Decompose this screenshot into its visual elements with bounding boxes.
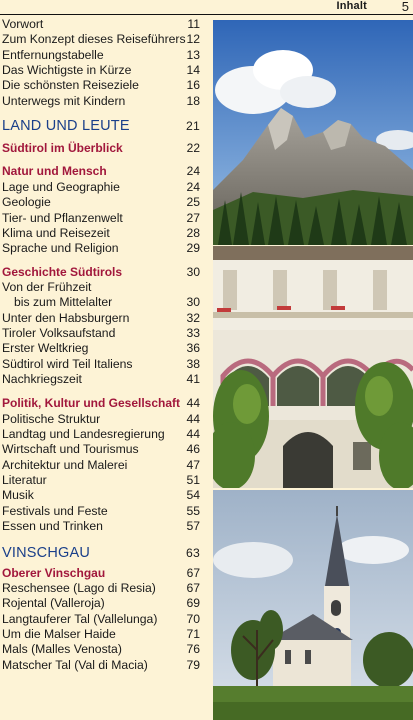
running-header-section: Inhalt (336, 0, 367, 12)
toc-entry-page: 13 (186, 47, 200, 62)
toc-entry-title: Matscher Tal (Val di Macia) (2, 657, 148, 672)
toc-entry (2, 642, 204, 657)
photo-column (213, 20, 413, 720)
toc-entry-title: Wirtschaft und Tourismus (2, 442, 139, 457)
toc-entry (2, 295, 204, 310)
toc-entry-title: Zum Konzept dieses Reiseführers (2, 32, 186, 47)
toc-entry (2, 141, 204, 156)
toc-entry-page: 69 (186, 596, 200, 611)
toc-entry-title: Reschensee (Lago di Resia) (2, 580, 156, 595)
toc-entry-page: 44 (186, 411, 200, 426)
toc-entry (2, 78, 204, 93)
toc-entry-page: 36 (186, 341, 200, 356)
toc-entry-page: 55 (186, 503, 200, 518)
toc-entry (2, 265, 204, 280)
church-tower-photo (213, 490, 413, 720)
toc-entry-page: 67 (186, 565, 200, 580)
toc-entry (2, 311, 204, 326)
toc-entry-page: 16 (186, 78, 200, 93)
toc-entry (2, 180, 204, 195)
toc-entry (2, 17, 204, 32)
toc-entry-page: 57 (186, 519, 200, 534)
toc-entry-title: Lage und Geographie (2, 179, 120, 194)
toc-entry (2, 326, 204, 341)
toc-entry-title: Von der Frühzeit (2, 279, 92, 294)
toc-entry (2, 519, 204, 534)
toc-entry (2, 211, 204, 226)
toc-entry (2, 241, 204, 256)
toc-entry (2, 566, 204, 581)
toc-entry-page: 63 (186, 545, 200, 560)
toc-entry-title: Langtauferer Tal (Vallelunga) (2, 611, 158, 626)
header-rule (0, 14, 413, 15)
toc-entry-page: 47 (186, 457, 200, 472)
toc-entry-page: 38 (186, 356, 200, 371)
toc-entry (2, 458, 204, 473)
toc-entry-title: Vorwort (2, 17, 44, 31)
toc-entry-page: 70 (186, 611, 200, 626)
toc-entry (2, 442, 204, 457)
toc-entry-page: 28 (186, 225, 200, 240)
toc-entry-title: Geschichte Südtirols (2, 264, 123, 279)
toc-entry-title: Politische Struktur (2, 411, 101, 426)
toc-entry-page: 30 (186, 264, 200, 279)
toc-entry-page: 24 (186, 164, 200, 179)
toc-entry-title: Die schönsten Reiseziele (2, 78, 139, 93)
toc-entry-title: Politik, Kultur und Gesellschaft (2, 396, 181, 411)
toc-entry (2, 164, 204, 179)
toc-entry-title: Rojental (Valleroja) (2, 596, 105, 611)
toc-entry-page: 30 (186, 295, 200, 310)
toc-entry (2, 427, 204, 442)
toc-entry (2, 48, 204, 63)
toc-entry-title: Klima und Reisezeit (2, 225, 110, 240)
toc-entry (2, 581, 204, 596)
toc-entry-page: 21 (186, 119, 200, 134)
toc-entry-page: 27 (186, 210, 200, 225)
toc-entry-title: Literatur (2, 473, 47, 488)
toc-entry-title: Unterwegs mit Kindern (2, 93, 126, 108)
toc-entry (2, 195, 204, 210)
toc-entry (2, 117, 204, 136)
toc-entry-title: Südtirol im Überblick (2, 141, 123, 156)
toc-entry (2, 372, 204, 387)
toc-entry-title: Sprache und Religion (2, 241, 119, 256)
toc-entry-title: Um die Malser Haide (2, 626, 116, 641)
toc-entry-title: VINSCHGAU (2, 544, 91, 561)
toc-entry (2, 341, 204, 356)
toc-entry-page: 79 (186, 657, 200, 672)
toc-entry-title: Architektur und Malerei (2, 457, 128, 472)
toc-entry-title: Oberer Vinschgau (2, 565, 106, 580)
toc-entry-page: 14 (186, 63, 200, 78)
toc-entry-title: Erster Weltkrieg (2, 341, 89, 356)
toc-entry (2, 412, 204, 427)
arcaded-courtyard-photo (213, 246, 413, 488)
running-header (0, 0, 413, 14)
toc-entry-title: Tier- und Pflanzenwelt (2, 210, 123, 225)
toc-entry-title: Südtirol wird Teil Italiens (2, 356, 133, 371)
toc-entry-page: 46 (186, 442, 200, 457)
toc-entry-title: Entfernungstabelle (2, 47, 104, 62)
toc-entry (2, 226, 204, 241)
toc-entry (2, 280, 204, 295)
toc-entry (2, 396, 204, 411)
toc-entry-page: 29 (186, 241, 200, 256)
toc-entry-page: 12 (186, 32, 200, 47)
toc-entry-page: 25 (186, 195, 200, 210)
toc-entry-page: 76 (186, 642, 200, 657)
toc-entry (2, 63, 204, 78)
toc-entry-page: 54 (186, 488, 200, 503)
toc-entry-title: Tiroler Volksaufstand (2, 325, 116, 340)
toc-entry (2, 473, 204, 488)
toc-entry (2, 658, 204, 673)
toc-entry-page: 11 (187, 17, 200, 31)
toc-entry (2, 627, 204, 642)
toc-entry-page: 33 (186, 325, 200, 340)
toc-entry-title: Das Wichtigste in Kürze (2, 63, 132, 78)
toc-entry-page: 24 (186, 179, 200, 194)
toc-entry (2, 94, 204, 109)
toc-entry (2, 357, 204, 372)
toc-entry (2, 488, 204, 503)
toc-entry (2, 504, 204, 519)
toc-entry (2, 612, 204, 627)
toc-entry-title: LAND UND LEUTE (2, 118, 130, 135)
toc-entry (2, 544, 204, 563)
toc-entry-title: Natur und Mensch (2, 164, 107, 179)
toc-entry-page: 71 (186, 626, 200, 641)
toc-entry (2, 32, 204, 47)
toc-entry-page: 22 (186, 141, 200, 156)
mountain-peak-photo (213, 20, 413, 245)
toc-entry-title: Essen und Trinken (2, 519, 103, 534)
toc-entry-title: Unter den Habsburgern (2, 310, 130, 325)
toc-entry (2, 596, 204, 611)
toc-entry-page: 67 (186, 580, 200, 595)
toc-entry-page: 18 (186, 93, 200, 108)
page-number: 5 (401, 0, 409, 14)
toc-entry-title: Mals (Malles Venosta) (2, 642, 122, 657)
toc-entry-page: 41 (186, 372, 200, 386)
toc-entry-page: 32 (186, 310, 200, 325)
toc-entry-page: 51 (186, 473, 200, 488)
toc-entry-title: Festivals und Feste (2, 503, 108, 518)
toc-entry-title: Nachkriegszeit (2, 372, 82, 386)
toc-entry-title: Landtag und Landesregierung (2, 427, 165, 442)
toc-entry-title: Musik (2, 488, 34, 503)
toc-entry-title: Geologie (2, 195, 51, 210)
toc-entry-title: bis zum Mittelalter (14, 295, 113, 310)
toc-entry-page: 44 (186, 427, 200, 442)
toc-entry-page: 44 (186, 396, 200, 411)
